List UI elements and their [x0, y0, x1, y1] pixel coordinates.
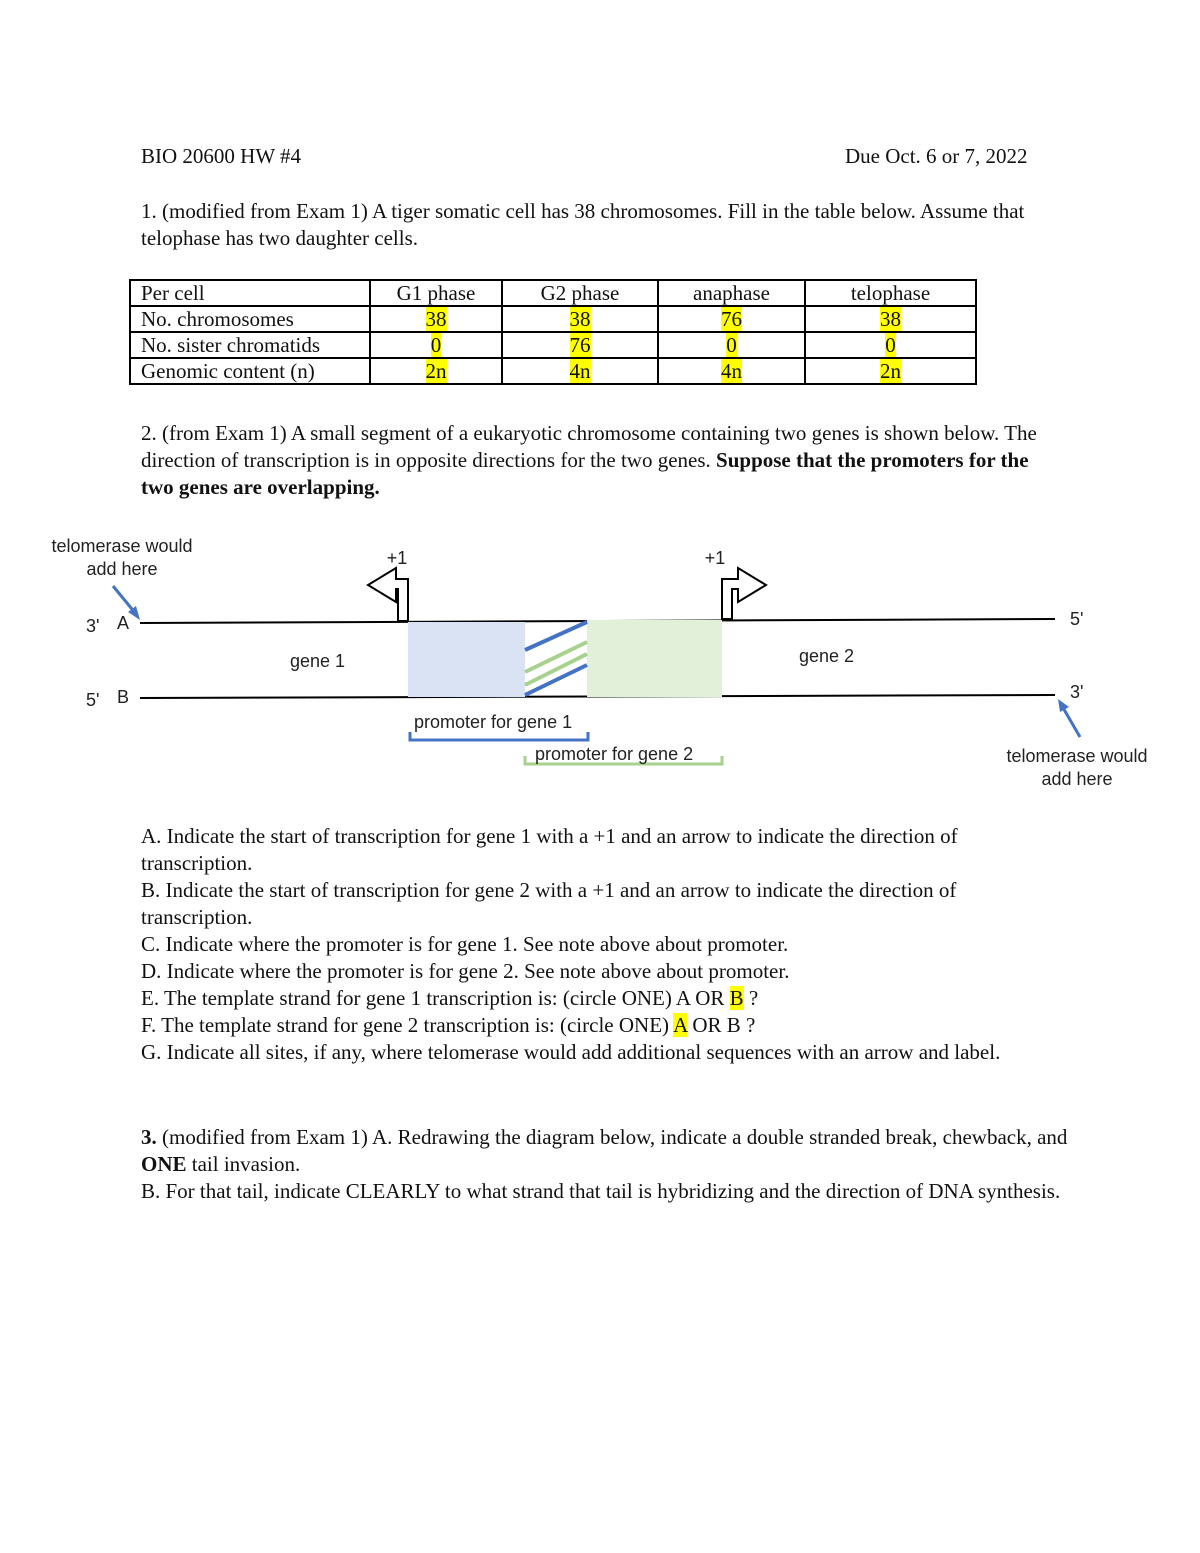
- question-3: [141, 1124, 1071, 1205]
- question-2-text: [141, 420, 1061, 501]
- table-header-cell: telophase: [805, 280, 976, 306]
- part-b: B. Indicate the start of transcription for gene 2 with a +1 and an arrow to indicate the direction of transcription.: [141, 878, 957, 929]
- part-e-answer: B: [729, 986, 744, 1010]
- gene-1-box: [408, 622, 525, 697]
- part-f-suffix: OR B ?: [687, 1013, 756, 1037]
- question-3-text-a: (modified from Exam 1) A. Redrawing the diagram below, indicate a double stranded break, chewback, and: [156, 1125, 1068, 1149]
- right-arrow-icon: [722, 568, 766, 619]
- part-f-answer: A: [673, 1013, 688, 1037]
- row-label: No. sister chromatids: [130, 332, 370, 358]
- answer-cell: 0: [430, 333, 442, 357]
- plus1-left-label: +1: [386, 548, 408, 568]
- part-d: D. Indicate where the promoter is for gene 2. See note above about promoter.: [141, 959, 790, 983]
- part-e: [141, 985, 1071, 1012]
- question-2-emphasis: Suppose that the promoters for the two genes are overlapping.: [141, 448, 1029, 499]
- table-row: [130, 358, 976, 384]
- row-label: Genomic content (n): [130, 358, 370, 384]
- gene-2-box: [587, 620, 722, 697]
- gene-2-label: gene 2: [799, 646, 855, 666]
- strand-b-other-end-label: 3': [1070, 682, 1084, 702]
- telomerase-left-label-2: add here: [86, 559, 158, 579]
- part-f: [141, 1012, 1071, 1039]
- question-3-text-b: tail invasion.: [186, 1152, 301, 1176]
- answer-cell: 76: [721, 307, 742, 331]
- table-header-cell: Per cell: [130, 280, 370, 306]
- strand-a-label: A: [117, 613, 130, 633]
- answer-cell: 4n: [569, 359, 591, 383]
- table-header-row: [130, 280, 976, 306]
- plus1-right-label: +1: [704, 548, 726, 568]
- answer-cell: 38: [880, 307, 901, 331]
- answer-cell: 38: [425, 307, 447, 331]
- telomerase-left-label-1: telomerase would: [51, 536, 193, 556]
- table-header-cell: G2 phase: [502, 280, 658, 306]
- strand-b-end-label: 5': [86, 690, 100, 710]
- row-label: No. chromosomes: [130, 306, 370, 332]
- promoter-2-label: promoter for gene 2: [535, 744, 694, 764]
- telomerase-arrowhead-right: [1058, 699, 1069, 712]
- telomerase-arrow-right: [1062, 706, 1080, 737]
- answer-cell: 0: [726, 333, 737, 357]
- promoter-1-label: promoter for gene 1: [414, 712, 573, 732]
- answer-cell: 0: [885, 333, 896, 357]
- telomerase-right-label-1: telomerase would: [1006, 746, 1148, 766]
- question-1-text: 1. (modified from Exam 1) A tiger somatic cell has 38 chromosomes. Fill in the table below. Assume that telophase has two daughter cells.: [141, 199, 1025, 250]
- question-3-number: 3.: [141, 1125, 157, 1149]
- promoter-1-bracket: [410, 732, 588, 740]
- part-e-suffix: ?: [743, 986, 759, 1010]
- part-a: A. Indicate the start of transcription for gene 1 with a +1 and an arrow to indicate the direction of transcription.: [141, 824, 958, 875]
- gene-1-label: gene 1: [290, 651, 346, 671]
- strand-a-end-label: 3': [86, 616, 100, 636]
- question-3-part-a: [141, 1124, 1071, 1178]
- part-c: C. Indicate where the promoter is for gene 1. See note above about promoter.: [141, 932, 789, 956]
- cell-cycle-table: [129, 279, 977, 385]
- answer-cell: 76: [569, 333, 591, 357]
- question-3-part-b: B. For that tail, indicate CLEARLY to what strand that tail is hybridizing and the direction of DNA synthesis.: [141, 1179, 1061, 1203]
- question-2-parts: [141, 823, 1071, 1066]
- table-header-cell: anaphase: [658, 280, 805, 306]
- question-2-body: 2. (from Exam 1) A small segment of a eukaryotic chromosome containing two genes is shown below. The direction of transcription is in opposite directions for the two genes.: [141, 421, 1037, 472]
- question-3-emphasis: ONE: [141, 1152, 187, 1176]
- answer-cell: 2n: [425, 359, 447, 383]
- part-f-prefix: F. The template strand for gene 2 transcription is: (circle ONE): [141, 1013, 674, 1037]
- left-arrow-icon: [368, 568, 408, 621]
- homework-title: BIO 20600 HW #4: [141, 144, 302, 168]
- table-header-cell: G1 phase: [370, 280, 502, 306]
- strand-a-other-end-label: 5': [1070, 609, 1084, 629]
- chromosome-diagram: [0, 530, 1200, 800]
- table-row: [130, 306, 976, 332]
- part-e-prefix: E. The template strand for gene 1 transcription is: (circle ONE) A OR: [141, 986, 730, 1010]
- part-g: G. Indicate all sites, if any, where telomerase would add additional sequences with an arrow and label.: [141, 1040, 1001, 1064]
- answer-cell: 38: [569, 307, 591, 331]
- telomerase-right-label-2: add here: [1041, 769, 1113, 789]
- answer-cell: 4n: [721, 359, 742, 383]
- strand-b-label: B: [117, 687, 130, 707]
- answer-cell: 2n: [880, 359, 901, 383]
- table-row: [130, 332, 976, 358]
- due-date: Due Oct. 6 or 7, 2022: [845, 144, 1028, 168]
